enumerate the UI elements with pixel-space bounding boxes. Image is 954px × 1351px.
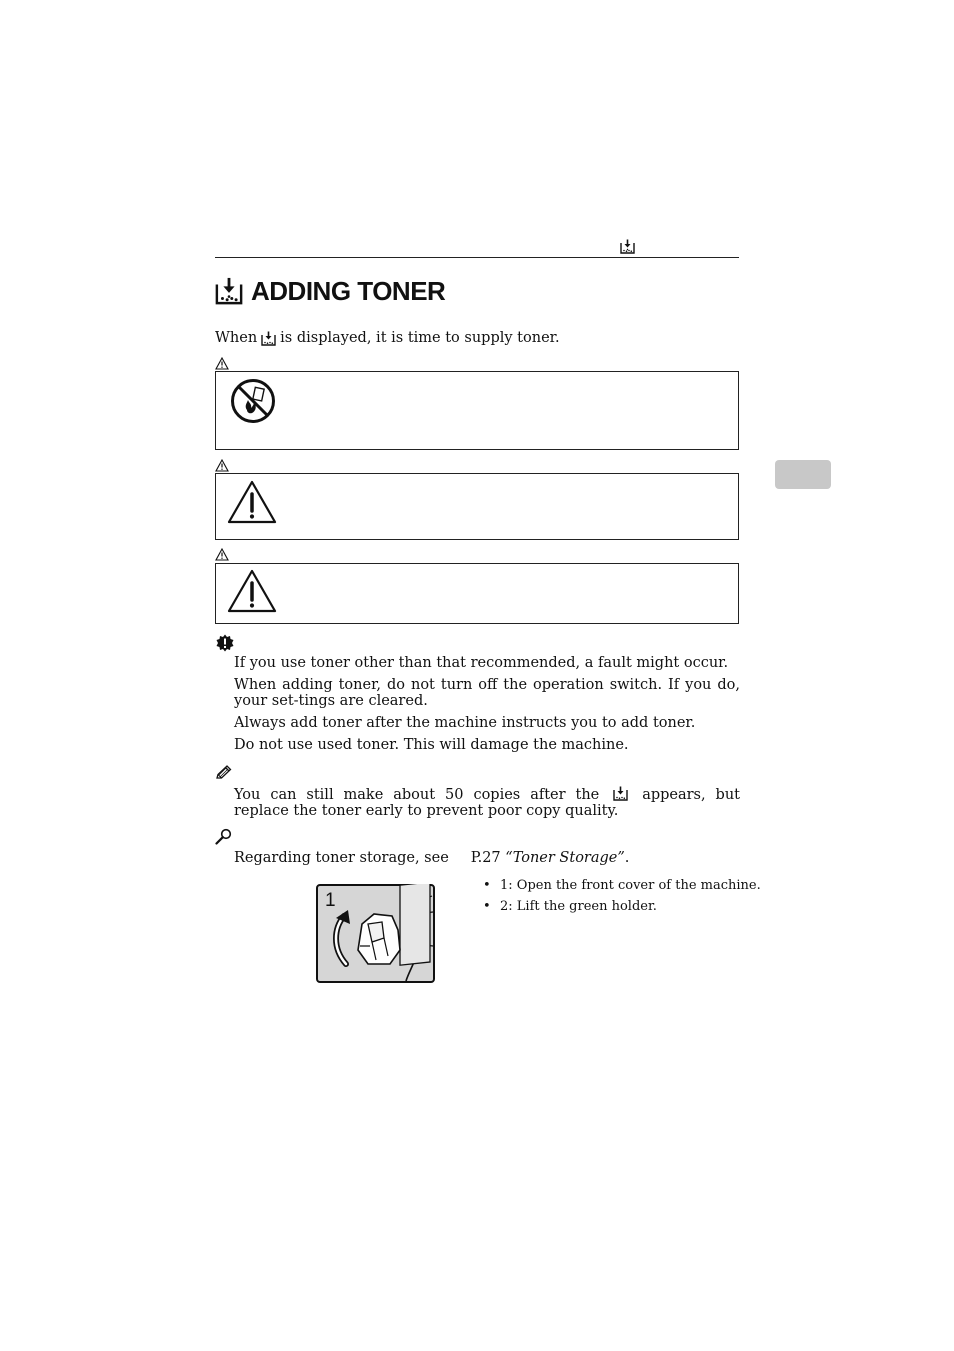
reference-page[interactable]: P.27 <box>470 850 501 866</box>
pencil-note-icon <box>215 765 232 780</box>
warning-triangle-icon <box>215 548 229 561</box>
warning-triangle-icon <box>215 357 229 370</box>
important-item: When adding toner, do not turn off the operation switch. If you do, your set-tings are cleared. <box>234 677 740 709</box>
intro-after: is displayed, it is time to supply toner. <box>280 330 560 346</box>
no-fire-icon <box>230 378 276 424</box>
step-list <box>483 876 761 918</box>
title-text: ADDING TONER <box>251 275 446 306</box>
caution-icon <box>227 480 277 524</box>
reference-lead: Regarding toner storage, see <box>234 850 449 866</box>
toner-icon <box>215 277 243 305</box>
warning-triangle-icon <box>215 459 229 472</box>
illustration-step-number: 1 <box>325 890 336 911</box>
intro-before: When <box>215 330 258 346</box>
note-text <box>234 786 740 819</box>
warning-box-caution-2 <box>215 563 739 624</box>
step-item: • 2: Lift the green holder. <box>483 897 761 917</box>
step-item: • 1: Open the front cover of the machine. <box>483 876 761 896</box>
open-front-cover-illustration <box>316 884 435 983</box>
chapter-tab <box>775 460 831 489</box>
important-list <box>234 655 740 753</box>
reference-text: Regarding toner storage, see P.27 “Toner Storage”. <box>234 850 630 866</box>
warning-box-no-fire <box>215 371 739 450</box>
important-item: If you use toner other than that recommended, a fault might occur. <box>234 655 729 671</box>
note-before: You can still make about 50 copies after the <box>234 787 600 803</box>
page-title <box>215 275 445 307</box>
intro-sentence <box>215 330 560 346</box>
caution-icon <box>227 569 277 613</box>
reference-title[interactable]: “Toner Storage” <box>505 850 625 866</box>
header-rule <box>215 257 739 258</box>
toner-icon <box>620 239 635 254</box>
toner-icon <box>613 786 628 801</box>
warning-box-caution-1 <box>215 473 739 540</box>
important-icon <box>216 634 234 652</box>
magnifier-reference-icon <box>215 828 233 845</box>
important-item: Do not use used toner. This will damage the machine. <box>234 737 629 753</box>
note-after: appears, but replace the toner early to prevent poor copy quality. <box>234 787 741 819</box>
toner-icon <box>261 331 276 346</box>
important-item: Always add toner after the machine instructs you to add toner. <box>234 715 696 731</box>
